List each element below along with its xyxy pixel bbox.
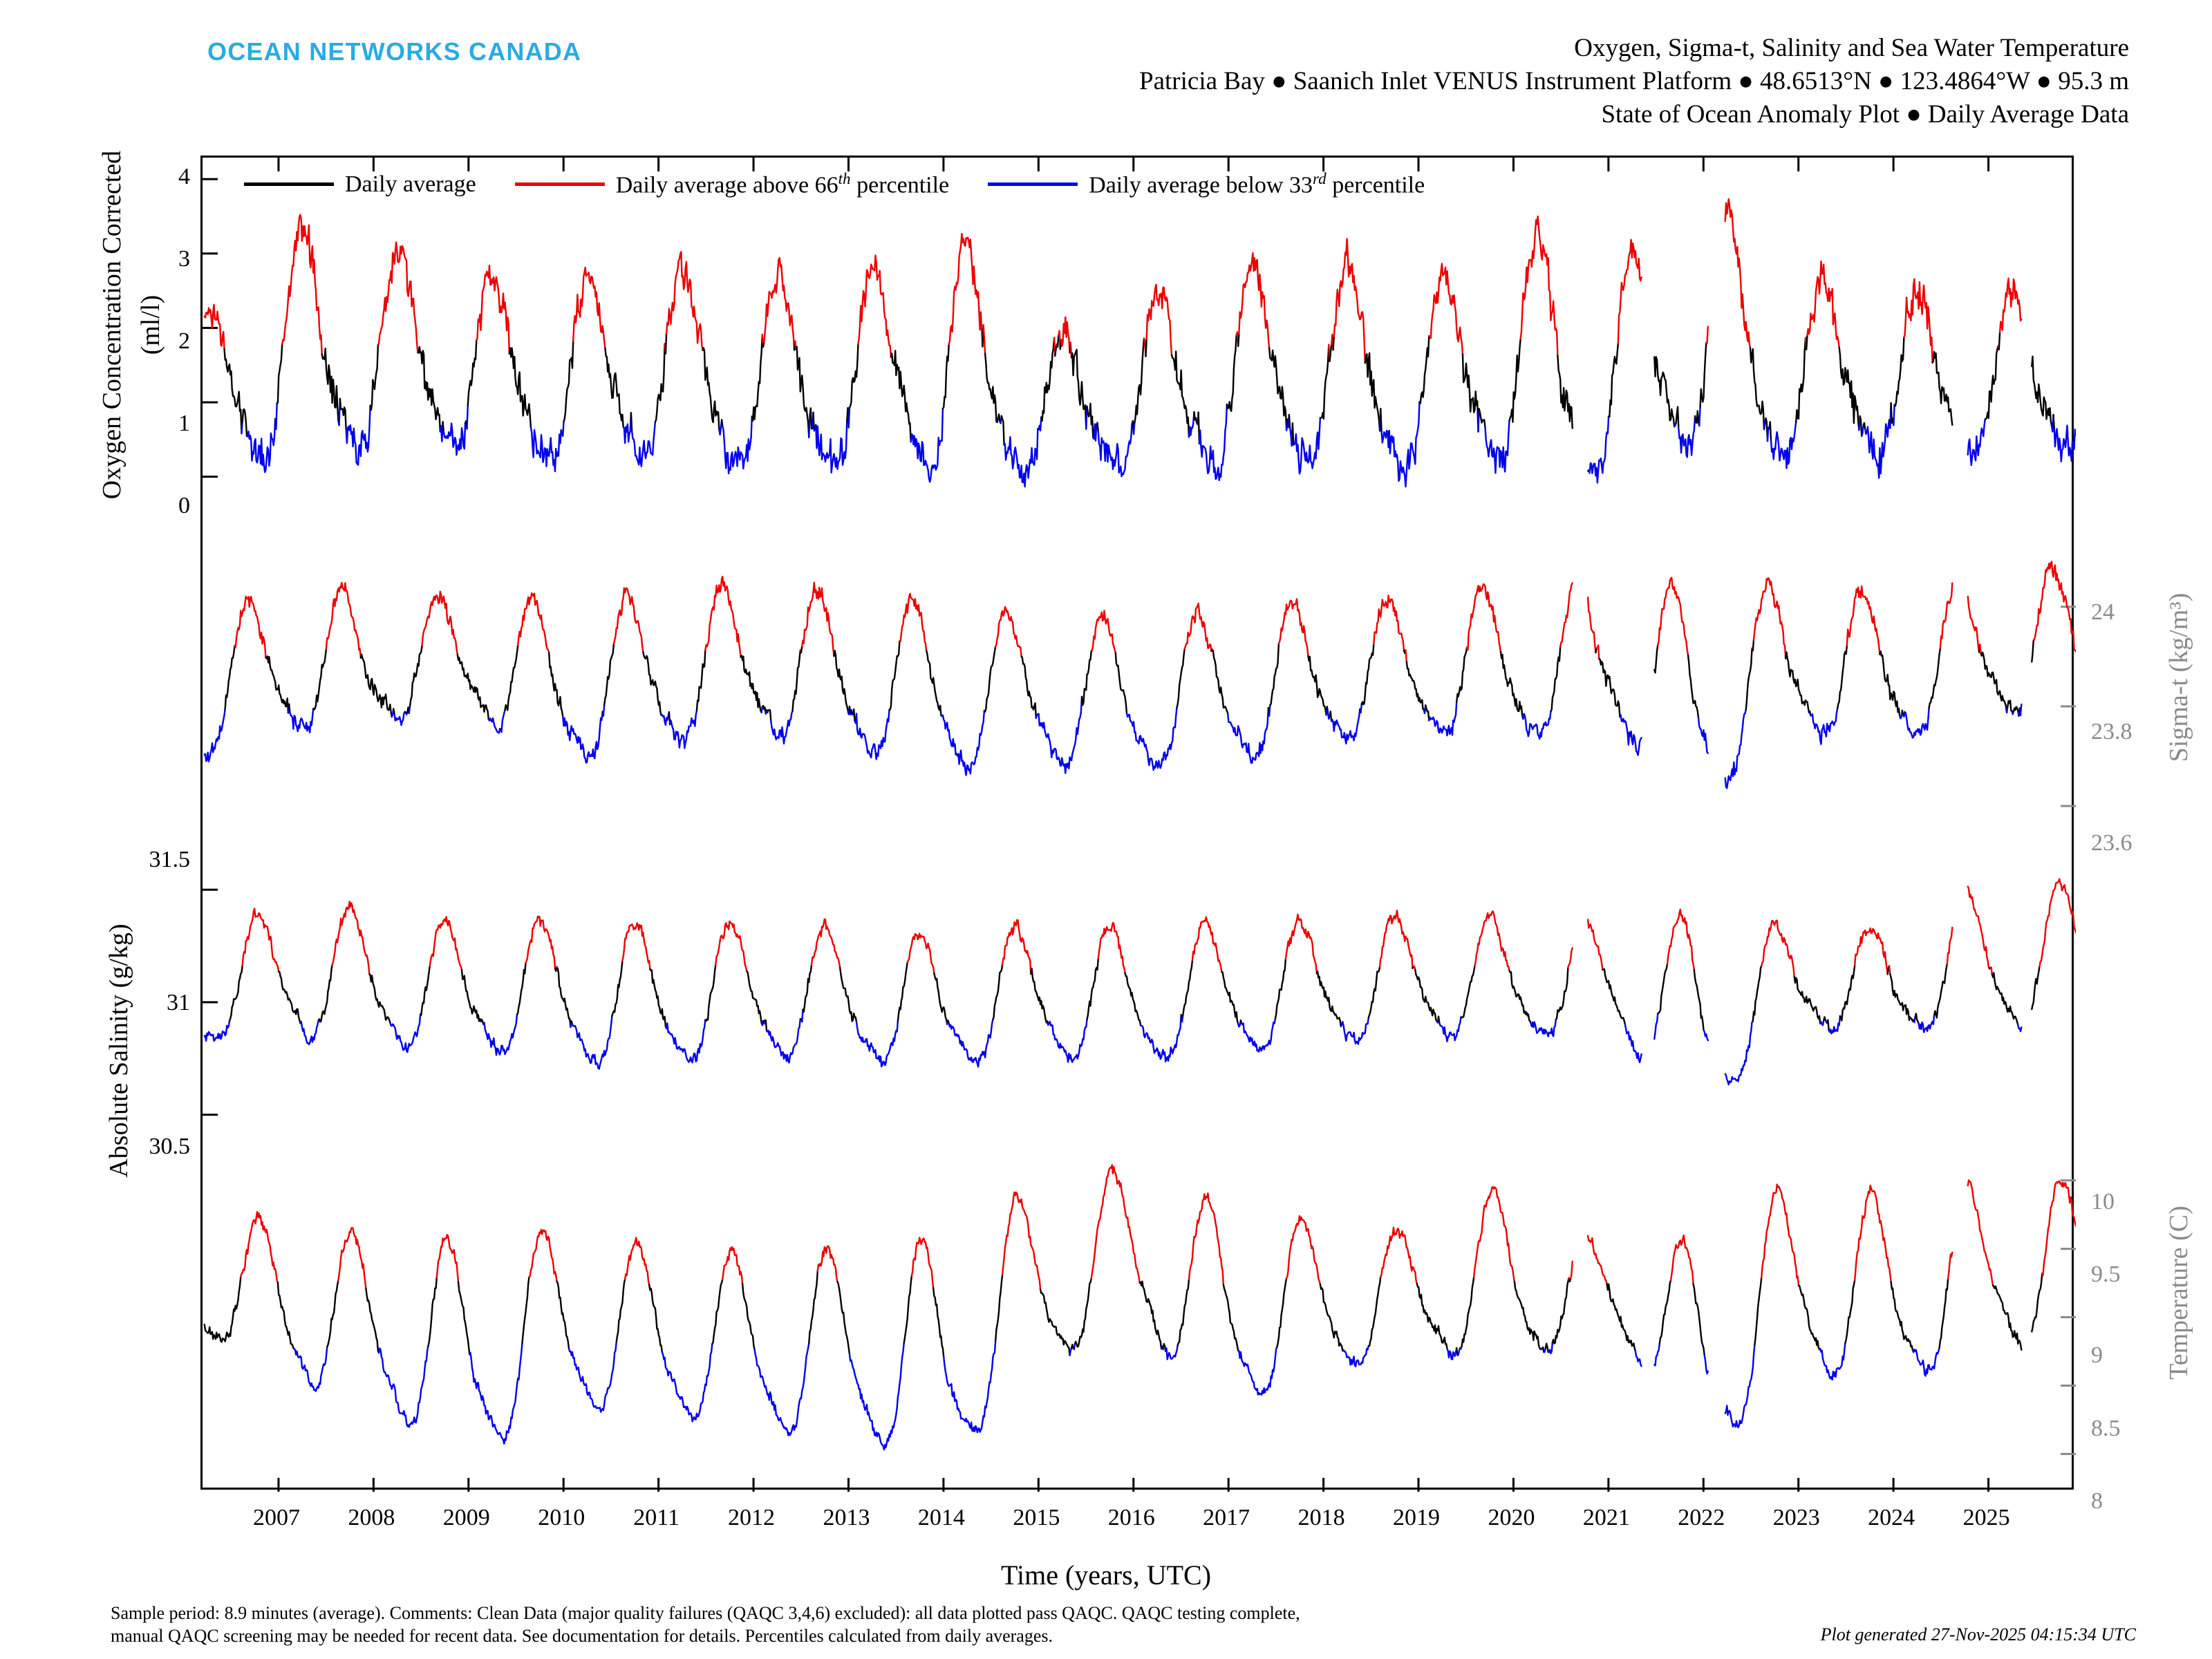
xtick-2018: 2018 xyxy=(1297,1505,1345,1530)
ytick-oxygen-4: 4 xyxy=(178,164,190,189)
ytick-oxygen-2: 2 xyxy=(178,328,190,354)
xtick-2015: 2015 xyxy=(1013,1505,1060,1530)
xtick-2020: 2020 xyxy=(1488,1505,1535,1530)
sigma-axis-label: Sigma-t (kg/m³) xyxy=(2164,592,2193,762)
chart-title-block xyxy=(1139,32,2129,131)
chart-canvas xyxy=(203,158,2076,1492)
xtick-2012: 2012 xyxy=(728,1505,776,1530)
xtick-2024: 2024 xyxy=(1868,1505,1915,1530)
footer-line-1: Sample period: 8.9 minutes (average). Comments: Clean Data (major quality failures (QAQC 3,4,6) excluded): all data plotted pass QAQC. QAQC testing complete, xyxy=(111,1603,1300,1623)
ytick-salinity-31_5: 31.5 xyxy=(149,847,190,872)
xtick-2013: 2013 xyxy=(823,1505,870,1530)
title-line-1: Oxygen, Sigma-t, Salinity and Sea Water Temperature xyxy=(1574,34,2129,62)
ytick-temp-10: 10 xyxy=(2091,1189,2115,1215)
chart-legend xyxy=(244,170,1463,198)
legend-item-below-33 xyxy=(988,170,1463,198)
legend-label-daily-average: Daily average xyxy=(345,171,476,197)
legend-item-above-66 xyxy=(515,170,988,198)
xtick-2019: 2019 xyxy=(1393,1505,1441,1530)
xtick-2014: 2014 xyxy=(917,1505,965,1530)
ytick-sigma-23_6: 23.6 xyxy=(2091,830,2133,856)
xtick-2017: 2017 xyxy=(1203,1505,1250,1530)
xtick-2023: 2023 xyxy=(1772,1505,1820,1530)
oxygen-axis-label: Oxygen Concentration Corrected xyxy=(97,150,126,500)
ytick-oxygen-3: 3 xyxy=(178,246,190,272)
ytick-salinity-31: 31 xyxy=(167,990,190,1015)
footer-line-2: manual QAQC screening may be needed for recent data. See documentation for details. Percentiles calculated from daily averages. xyxy=(111,1625,1053,1646)
plot-frame xyxy=(200,156,2074,1490)
ytick-temp-8_5: 8.5 xyxy=(2091,1416,2121,1441)
xtick-2025: 2025 xyxy=(1962,1505,2010,1530)
xtick-2007: 2007 xyxy=(252,1505,300,1530)
footer-notes xyxy=(111,1602,1770,1647)
plot-generated-stamp: Plot generated 27-Nov-2025 04:15:34 UTC xyxy=(1820,1624,2136,1644)
temperature-axis-label: Temperature (C) xyxy=(2164,1206,2193,1380)
xtick-2010: 2010 xyxy=(538,1505,585,1530)
x-axis-label: Time (years, UTC) xyxy=(1000,1559,1212,1591)
ytick-temp-9: 9 xyxy=(2091,1342,2103,1368)
title-line-3: State of Ocean Anomaly Plot ● Daily Average Data xyxy=(1601,100,2129,129)
legend-label-above-66: Daily average above 66th percentile xyxy=(615,170,950,198)
legend-swatch-blue xyxy=(988,182,1078,186)
legend-swatch-black xyxy=(244,182,334,186)
ytick-oxygen-0: 0 xyxy=(178,493,190,518)
xtick-2011: 2011 xyxy=(633,1505,679,1530)
oxygen-axis-label-units: (ml/l) xyxy=(136,294,165,355)
legend-item-daily-average xyxy=(244,171,515,198)
ytick-sigma-24: 24 xyxy=(2091,599,2115,625)
salinity-axis-label: Absolute Salinity (g/kg) xyxy=(104,924,133,1178)
ytick-temp-9_5: 9.5 xyxy=(2091,1262,2121,1287)
ytick-salinity-30_5: 30.5 xyxy=(149,1134,190,1159)
xtick-2009: 2009 xyxy=(442,1505,490,1530)
xtick-2008: 2008 xyxy=(348,1505,395,1530)
ytick-sigma-23_8: 23.8 xyxy=(2091,719,2133,744)
legend-swatch-red xyxy=(515,182,605,186)
xtick-2021: 2021 xyxy=(1582,1505,1630,1530)
xtick-2022: 2022 xyxy=(1678,1505,1725,1530)
organization-logo-text: OCEAN NETWORKS CANADA xyxy=(207,37,582,66)
ytick-temp-8: 8 xyxy=(2091,1488,2103,1514)
xtick-2016: 2016 xyxy=(1107,1505,1155,1530)
title-line-2: Patricia Bay ● Saanich Inlet VENUS Instrument Platform ● 48.6513°N ● 123.4864°W ● 95.3 m xyxy=(1139,67,2129,96)
legend-label-below-33: Daily average below 33rd percentile xyxy=(1089,170,1425,198)
ytick-oxygen-1: 1 xyxy=(178,411,190,436)
